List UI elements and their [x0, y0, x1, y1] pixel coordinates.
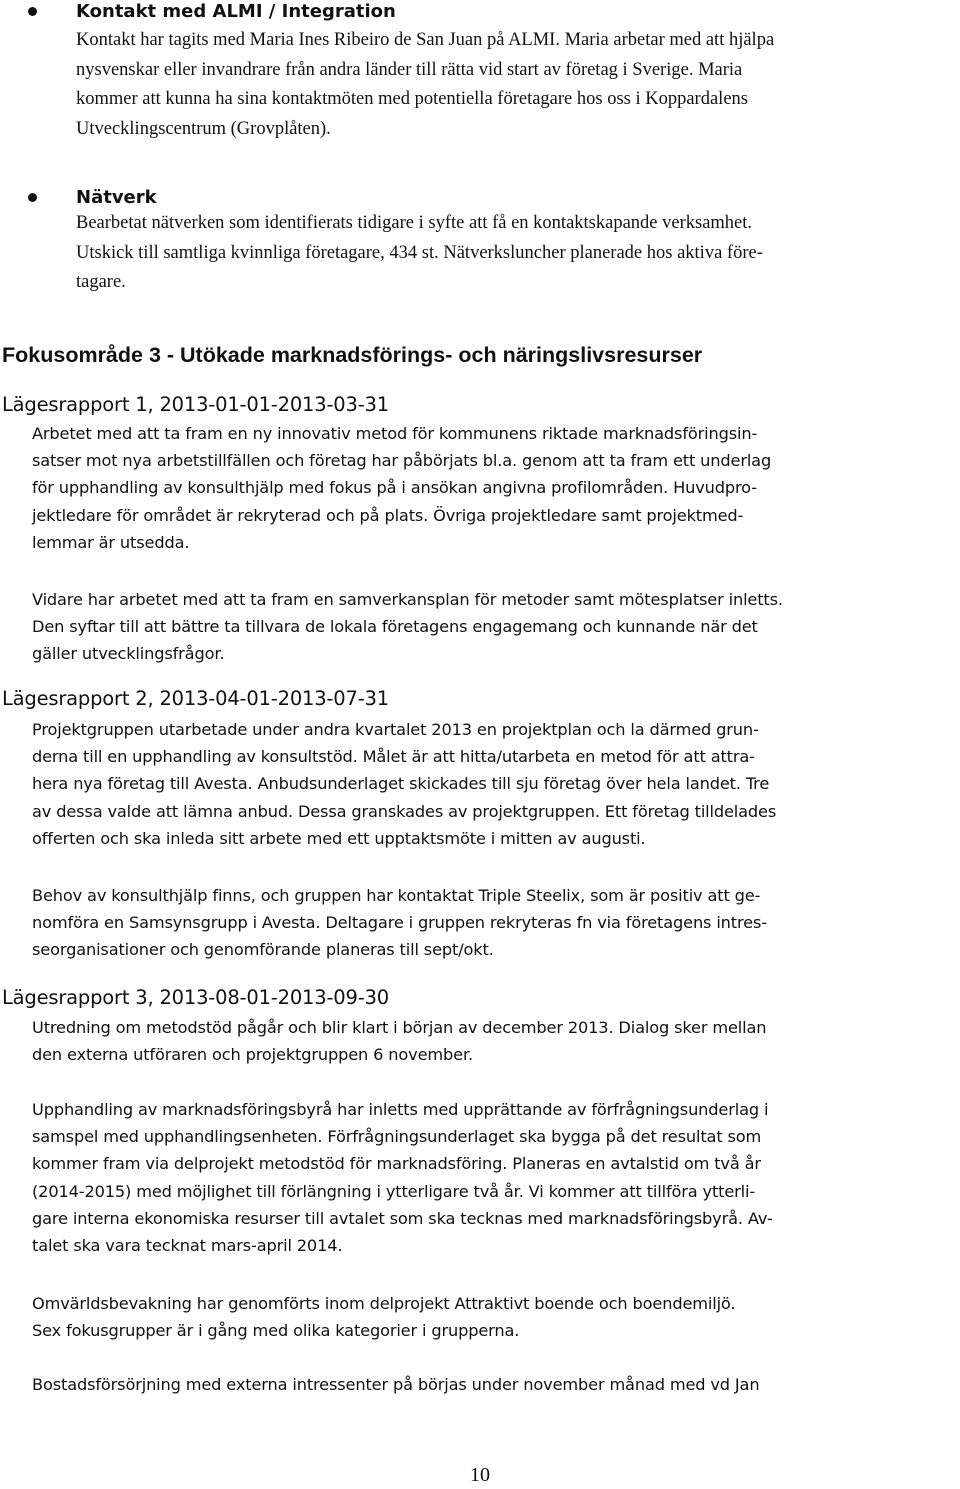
text-line: tagare.	[76, 272, 126, 292]
bullet-title: Kontakt med ALMI / Integration	[76, 1, 396, 22]
paragraph	[32, 716, 952, 852]
report-title-1: Lägesrapport 1, 2013-01-01-2013-03-31	[2, 393, 389, 416]
paragraph	[32, 1014, 952, 1068]
text-line: samspel med upphandlingsenheten. Förfrågningsunderlaget ska bygga på det resultat som	[32, 1127, 762, 1147]
text-line: kommer fram via delprojekt metodstöd för marknadsföring. Planeras en avtalstid om två år	[32, 1154, 761, 1174]
text-line: för upphandling av konsulthjälp med fokus på i ansökan angivna profilområden. Huvudpro-	[32, 478, 757, 498]
text-line: Upphandling av marknadsföringsbyrå har inletts med upprättande av förfrågningsunderlag i	[32, 1100, 769, 1119]
text-line: lemmar är utsedda.	[32, 532, 190, 552]
section-heading: Fokusområde 3 - Utökade marknadsförings- och näringslivsresurser	[2, 343, 703, 367]
text-line: Arbetet med att ta fram en ny innovativ metod för kommunens riktade marknadsföringsin-	[32, 424, 758, 443]
text-line: Vidare har arbetet med att ta fram en samverkansplan för metoder samt mötesplatser inletts.	[32, 590, 783, 609]
text-line: derna till en upphandling av konsultstöd. Målet är att hitta/utarbeta en metod för att attra-	[32, 747, 755, 767]
text-line: Behov av konsulthjälp finns, och gruppen har kontaktat Triple Steelix, som är positiv att ge-	[32, 886, 761, 905]
bullet-item-natverk	[30, 186, 960, 298]
page-number: 10	[470, 1464, 490, 1486]
text-line: av dessa valde att lämna anbud. Dessa granskades av projektgruppen. Ett företag tilldelades	[32, 801, 777, 821]
bullet-title: Nätverk	[76, 187, 157, 208]
text-line: kommer att kunna ha sina kontaktmöten med potentiella företagare hos oss i Koppardalens	[76, 89, 748, 109]
text-line: den externa utföraren och projektgruppen 6 november.	[32, 1045, 473, 1065]
text-line: Utvecklingscentrum (Grovplåten).	[76, 118, 331, 139]
text-line: Utskick till samtliga kvinnliga företagare, 434 st. Nätverksluncher planerade hos aktiva före-	[76, 242, 763, 263]
bullet-icon	[28, 193, 37, 202]
bullet-item-almi	[30, 0, 960, 144]
paragraph	[32, 1371, 952, 1398]
bullet-body	[76, 26, 960, 144]
text-line: nomföra en Samsynsgrupp i Avesta. Deltagare i gruppen rekryteras fn via företagens intres-	[32, 913, 767, 933]
text-line: (2014-2015) med möjlighet till förlängning i ytterligare två år. Vi kommer att tillföra ytterli-	[32, 1181, 756, 1201]
text-line: Omvärldsbevakning har genomförts inom delprojekt Attraktivt boende och boendemiljö.	[32, 1294, 736, 1313]
text-line: offerten och ska inleda sitt arbete med ett upptaktsmöte i mitten av augusti.	[32, 828, 646, 848]
text-line: gäller utvecklingsfrågor.	[32, 644, 225, 664]
bullet-icon	[28, 7, 37, 16]
report-title-3: Lägesrapport 3, 2013-08-01-2013-09-30	[2, 986, 389, 1009]
bullet-body	[76, 209, 960, 298]
text-line: Utredning om metodstöd pågår och blir klart i början av december 2013. Dialog sker mellan	[32, 1018, 767, 1037]
text-line: Kontakt har tagits med Maria Ines Ribeiro de San Juan på ALMI. Maria arbetar med att hjälpa	[76, 30, 775, 50]
text-line: Den syftar till att bättre ta tillvara de lokala företagens engagemang och kunnande när det	[32, 617, 758, 637]
paragraph	[32, 1096, 952, 1259]
text-line: Projektgruppen utarbetade under andra kvartalet 2013 en projektplan och la därmed grun-	[32, 720, 759, 739]
text-line: hera nya företag till Avesta. Anbudsunderlaget skickades till sju företag över hela landet. Tre	[32, 774, 770, 794]
text-line: seorganisationer och genomförande planeras till sept/okt.	[32, 940, 494, 960]
text-line: jektledare för området är rekryterad och på plats. Övriga projektledare samt projektmed-	[32, 505, 744, 525]
report-title-2: Lägesrapport 2, 2013-04-01-2013-07-31	[2, 687, 389, 710]
text-line: gare interna ekonomiska resurser till avtalet som ska tecknas med marknadsföringsbyrå. Av-	[32, 1208, 773, 1228]
paragraph	[32, 882, 952, 964]
text-line: Sex fokusgrupper är i gång med olika kategorier i grupperna.	[32, 1321, 520, 1341]
text-line: Bostadsförsörjning med externa intressenter på börjas under november månad med vd Jan	[32, 1375, 760, 1394]
text-line: nysvenskar eller invandrare från andra länder till rätta vid start av företag i Sverige. Maria	[76, 59, 743, 80]
paragraph	[32, 586, 952, 668]
paragraph	[32, 420, 952, 556]
text-line: satser mot nya arbetstillfällen och företag har påbörjats bl.a. genom att ta fram ett underlag	[32, 451, 772, 471]
paragraph	[32, 1290, 952, 1344]
text-line: talet ska vara tecknat mars-april 2014.	[32, 1236, 343, 1256]
text-line: Bearbetat nätverken som identifierats tidigare i syfte att få en kontaktskapande verksamhet.	[76, 213, 753, 233]
